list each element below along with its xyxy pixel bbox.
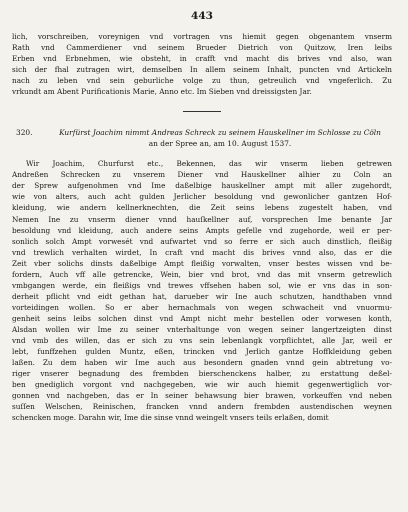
document-heading bbox=[12, 128, 392, 149]
text-line: gonnen vnd nachgeben, das er In seiner behawsung bier brawen, vorkeuffen vnd neben bbox=[12, 391, 392, 401]
text-line: wie von alters, auch acht gulden Jerlicher besoldung vnd gewonlicher gantzen Hof- bbox=[12, 192, 392, 202]
text-line: vrkundt am Abent Purificationis Marie, Anno etc. Im Sieben vnd dreissigsten Jar. bbox=[12, 87, 312, 97]
text-line: Alsdan wollen wir Ime zu seiner vnterhaltunge von wegen seiner langertzeigten dinst bbox=[12, 324, 392, 334]
document-title-line: an der Spree an, am 10. August 1537. bbox=[148, 138, 292, 148]
text-line: besoldung vnd kleidung, auch andere seins Ampts gefelle vnd zugehorde, weil er per- bbox=[12, 225, 392, 235]
text-line: Erben vnd Erbnehmen, wie obsteht, in crafft vnd macht dis brives vnd also, wan bbox=[12, 54, 392, 64]
text-line: fordern, Auch vff alle getrencke, Wein, bier vnd brot, vnd das mit vnserm getrewlich bbox=[12, 269, 392, 279]
text-line: Zeit vber solichs dinsts daßelbige Ampt fleißig vorwalten, vnser bestes wissen vnd be- bbox=[12, 258, 392, 268]
text-line: lich, vorschreiben, voreynigen vnd vortragen vns hiemit gegen obgenantem vnserm bbox=[12, 32, 392, 41]
text-line: vnd vmb des willen, das er sich zu vns sein lebenlangk vorpflichtet, alle Jar, weil er bbox=[12, 336, 392, 346]
text-line: sich der fhal zutragen wirt, demselben In allem seinem Inhalt, puncten vnd Artickeln bbox=[12, 65, 392, 75]
text-line: der Sprew aufgenohmen vnd Ime daßelbige hauskellner ampt mit aller zugehordt, bbox=[12, 181, 392, 191]
document-title-line: Kurfürst Joachim nimmt Andreas Schreck zu seinem Hauskellner im Schlosse zu Cöln bbox=[59, 128, 381, 138]
document-number: 320. bbox=[16, 128, 33, 138]
continuation-paragraph bbox=[12, 31, 392, 97]
text-line: sonlich solch Ampt vorwesét vnd aufwartet vnd so ferre er sich auch dinstlich, fleißig bbox=[12, 236, 392, 246]
text-line: genheit seins leibs solchen dinst vnd Ampt nicht mehr bestellen oder vorwesen konth, bbox=[12, 313, 392, 323]
document-body bbox=[12, 158, 392, 423]
text-line: vorteidingen wollen. So er aber hernachmals von wegen schwacheit vnd vnuormu- bbox=[12, 302, 392, 312]
text-line: kleidung, wie andern kellnerknechten, die Zeit seins lebens zugestelt haben, vnd bbox=[12, 203, 392, 213]
text-line: lebt, funffzehen gulden Muntz, eßen, trincken vnd Jerlich gantze Hoffkleidung geben bbox=[12, 347, 392, 357]
text-line: Andreßen Schrecken zu vnserem Diener vnd Hauskellner alhier zu Coln an bbox=[12, 170, 392, 180]
text-line: suſſen Welschen, Reinischen, francken vnnd andern frembden austendischen weynen bbox=[12, 402, 392, 412]
text-line: vnd trewlich verhalten wirdet, In craft vnd macht dis brives vnnd also, das er die bbox=[12, 247, 392, 257]
text-line: Wir Joachim, Churfurst etc., Bekennen, das wir vnserm lieben getrewen bbox=[26, 159, 392, 169]
text-line: ben gnediglich vorgont vnd nachgegeben, wie wir auch hiemit gegenwertiglich vor- bbox=[12, 380, 392, 390]
section-divider bbox=[183, 111, 221, 112]
text-line: laßen. Zu dem haben wir Ime auch aus besondern gnaden vnnd gein abtretung vo- bbox=[12, 358, 392, 368]
text-line: schencken moge. Darahn wir, Ime die sinse vnnd weingelt vnsers teils erlaßen, domit bbox=[12, 413, 329, 423]
text-line: riger vnserer begnadung des frembden bierschenckens halber, zu erstattung deßel- bbox=[12, 369, 392, 379]
text-line: nach zu leben vnd sein geburliche volge zu thun, getreulich vnd vngeferlich. Zu bbox=[12, 76, 392, 86]
page-number: 443 bbox=[191, 10, 213, 22]
text-line: vmbgangen werde, ein fleißigs vnd trewes vffsehen haben sol, wie er vns das in son- bbox=[12, 280, 392, 290]
text-line: Rath vnd Cammerdiener vnd seinem Brueder Dietrich von Quitzow, Iren leibs bbox=[12, 43, 392, 53]
text-line: Nemen Ine zu vnserm diener vnnd hauſkellner auf, vorsprechen Ime benante Jar bbox=[12, 214, 392, 224]
text-line: derheit pflicht vnd eidt gethan hat, darueber wir Ine auch schutzen, handthaben vnnd bbox=[12, 291, 392, 301]
